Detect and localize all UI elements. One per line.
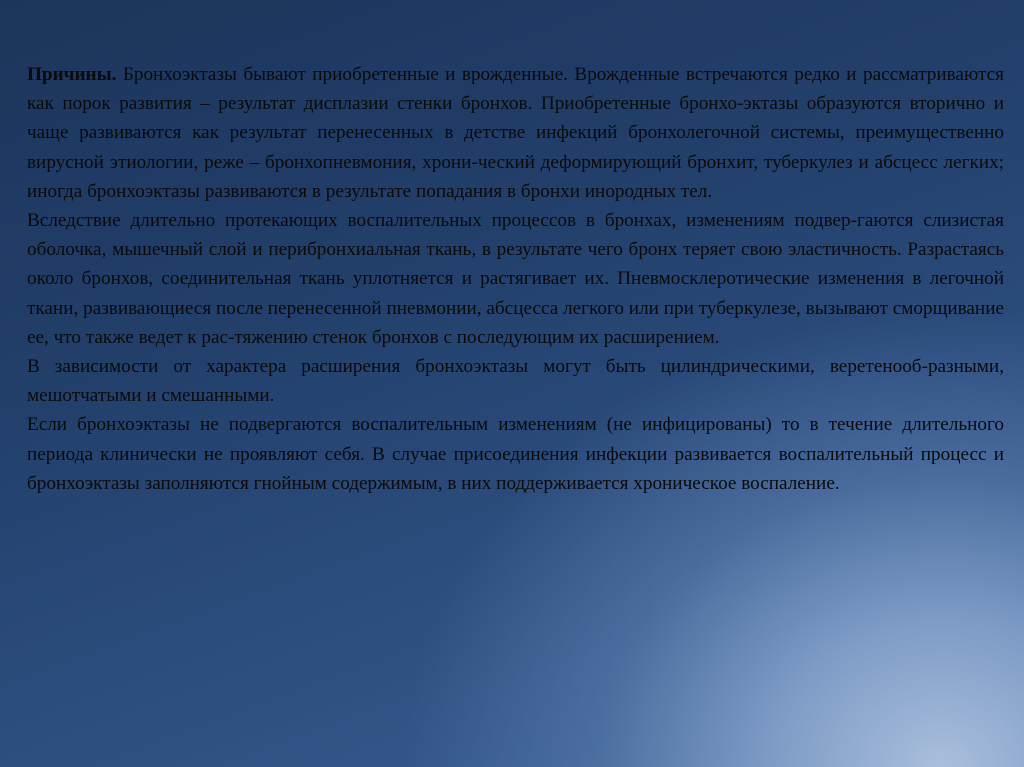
paragraph-causes: [27, 60, 1004, 206]
slide-body-text: [27, 60, 1004, 498]
paragraph-text-pathogenesis: Вследствие длительно протекающих воспалительных процессов в бронхах, изменениям подвер-гаются слизистая оболочка, мышечный слой и перибронхиальная ткань, в результате чего бронх теряет свою эластичность. Разрастаясь около бронхов, соединительная ткань уплотняется и растягивает их. Пневмосклеротические изменения в легочной ткани, развивающиеся после перенесенной пневмонии, абсцесса легкого или при туберкулезе, вызывают сморщивание ее, что также ведет к рас-тяжению стенок бронхов с последующим их расширением.: [27, 210, 1004, 348]
paragraph-pathogenesis: [27, 206, 1004, 352]
paragraph-infection: [27, 410, 1004, 498]
paragraph-text-infection: Если бронхоэктазы не подвергаются воспалительным изменениям (не инфицированы) то в течение длительного периода клинически не проявляют себя. В случае присоединения инфекции развивается воспалительный процесс и бронхоэктазы заполняются гнойным содержимым, в них поддерживается хроническое воспаление.: [27, 414, 1004, 494]
paragraph-text-causes: Бронхоэктазы бывают приобретенные и врожденные. Врожденные встречаются редко и рассматриваются как порок развития – результат дисплазии стенки бронхов. Приобретенные бронхо-эктазы образуются вторично и чаще развиваются как результат перенесенных в детстве инфекций бронхолегочной системы, преимущественно вирусной этиологии, реже – бронхопневмония, хрони-ческий деформирующий бронхит, туберкулез и абсцесс легких; иногда бронхоэктазы развиваются в результате попадания в бронхи инородных тел.: [27, 64, 1004, 202]
paragraph-lead-causes: Причины.: [27, 64, 117, 85]
paragraph-types: [27, 352, 1004, 410]
paragraph-text-types: В зависимости от характера расширения бронхоэктазы могут быть цилиндрическими, веретенооб-разными, мешотчатыми и смешанными.: [27, 356, 1004, 407]
